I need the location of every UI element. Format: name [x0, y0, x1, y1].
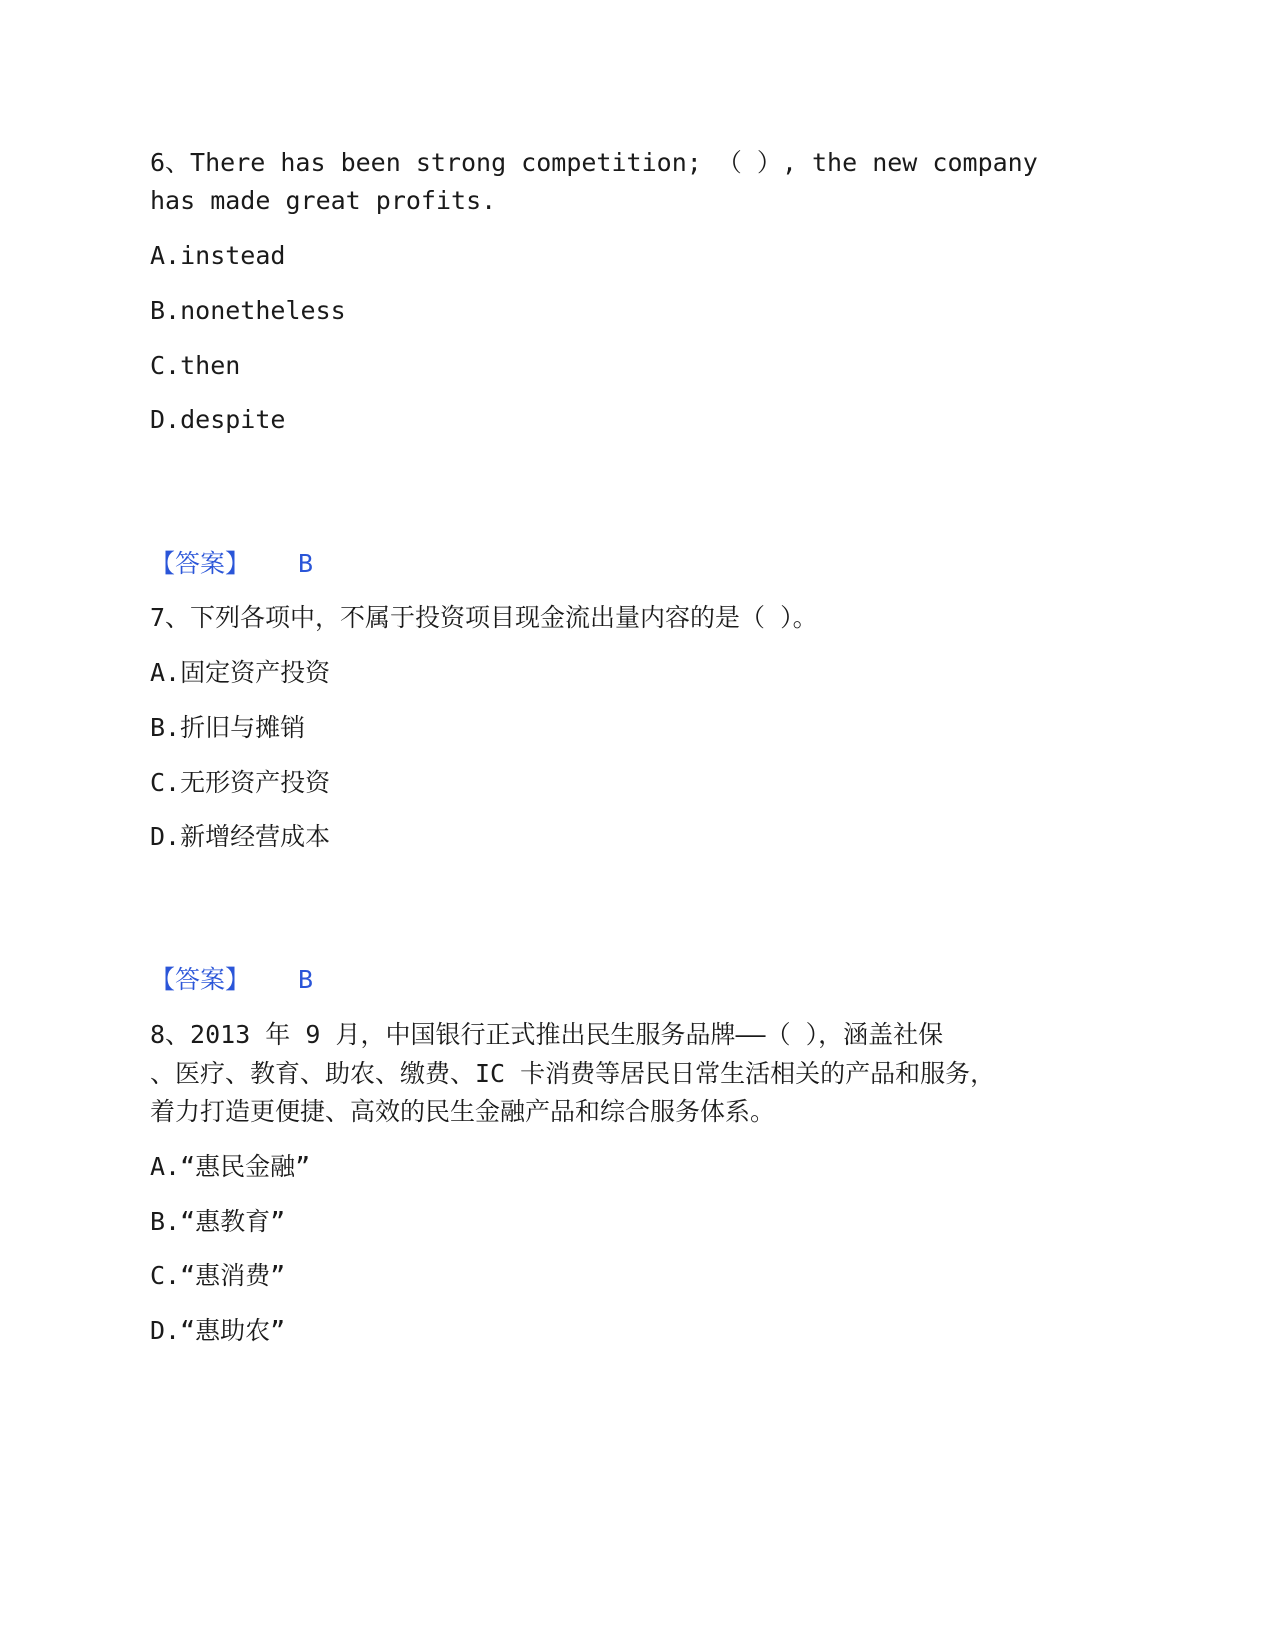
question-7-option-d: D.新增经营成本 — [150, 822, 331, 851]
question-7-option-a: A.固定资产投资 — [150, 658, 331, 687]
answer-7 — [150, 960, 313, 1000]
answer-6-label: 【答案】 — [150, 549, 251, 578]
question-7-stem: 7、下列各项中，不属于投资项目现金流出量内容的是（ ）。 — [150, 603, 818, 632]
question-8-stem-line-2: 、医疗、教育、助农、缴费、IC 卡消费等居民日常生活相关的产品和服务， — [150, 1059, 996, 1088]
question-8-option-a: A.“惠民金融” — [150, 1152, 311, 1181]
question-8-stem-line-3: 着力打造更便捷、高效的民生金融产品和综合服务体系。 — [150, 1097, 776, 1126]
question-7-option-b: B.折旧与摊销 — [150, 713, 306, 742]
answer-7-label: 【答案】 — [150, 965, 251, 994]
question-6-option-c: C.then — [150, 351, 241, 380]
question-8-stem-line-1: 8、2013 年 9 月，中国银行正式推出民生服务品牌——（ ），涵盖社保 — [150, 1020, 944, 1049]
question-8-option-b: B.“惠教育” — [150, 1207, 286, 1236]
question-6-stem-line-2: has made great profits. — [150, 186, 497, 215]
question-8-option-d: D.“惠助农” — [150, 1316, 286, 1345]
question-6-option-d: D.despite — [150, 405, 286, 434]
question-7-option-c: C.无形资产投资 — [150, 768, 331, 797]
question-6-option-b: B.nonetheless — [150, 296, 346, 325]
answer-6-value: B — [298, 549, 314, 578]
question-6-stem-line-1: 6、There has been strong competition; （ ）, the new company — [150, 148, 1038, 177]
answer-6 — [150, 544, 313, 584]
answer-7-value: B — [298, 965, 314, 994]
question-8-option-c: C.“惠消费” — [150, 1261, 286, 1290]
question-6-option-a: A.instead — [150, 241, 286, 270]
